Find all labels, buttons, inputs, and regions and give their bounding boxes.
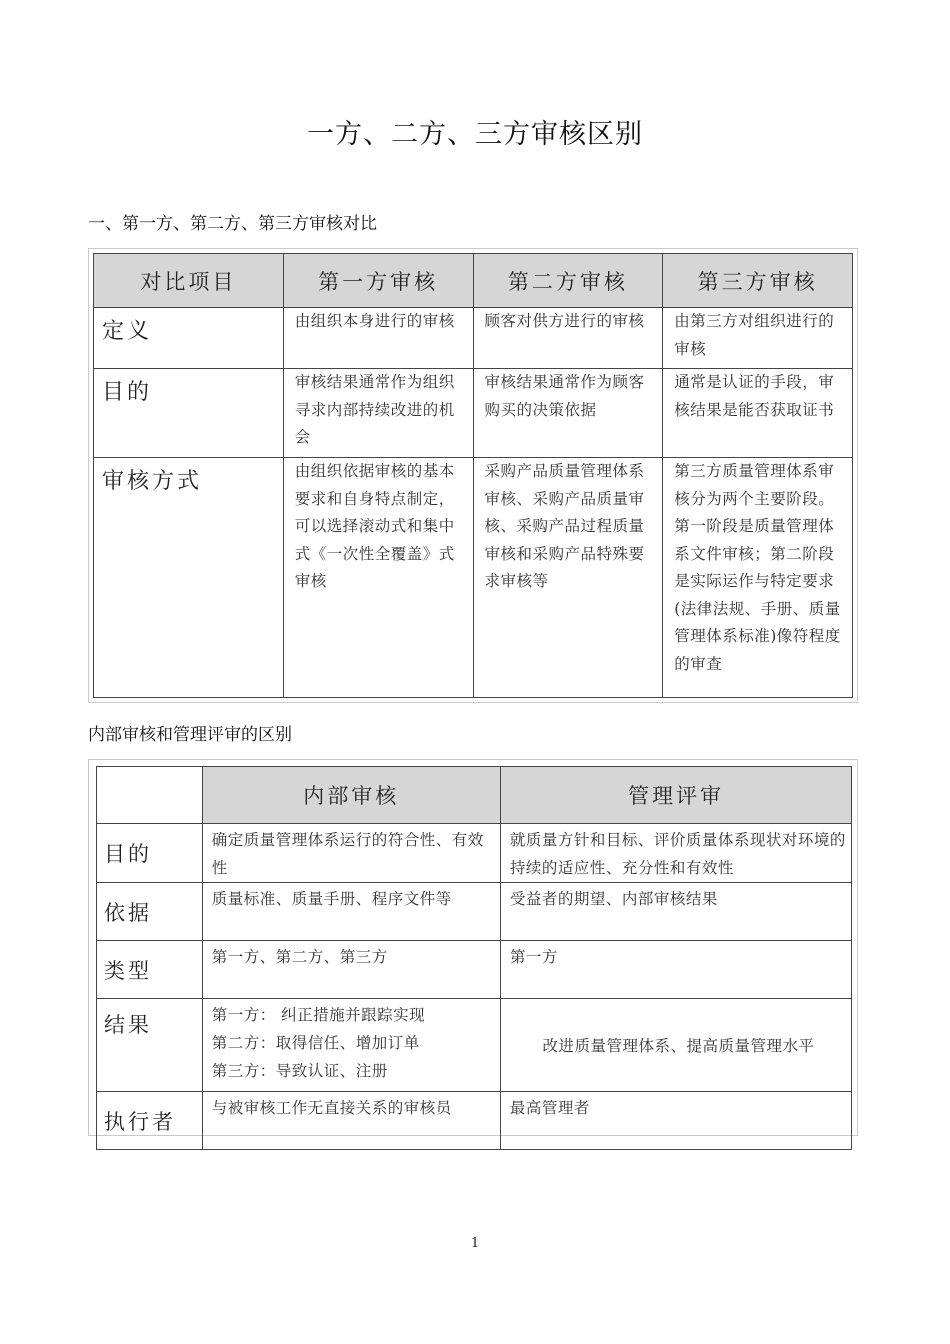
table-row-audit-method [94, 458, 853, 698]
table-cell [202, 999, 500, 1092]
row-label: 执行者 [97, 1092, 203, 1150]
header-first-party: 第一方审核 [283, 254, 473, 308]
header-third-party: 第三方审核 [663, 254, 853, 308]
table-cell: 确定质量管理体系运行的符合性、有效性 [202, 824, 500, 883]
table-frame-internal-vs-management [88, 759, 858, 1136]
result-line: 第三方：导致认证、注册 [211, 1062, 388, 1080]
table-cell: 第三方质量管理体系审核分为两个主要阶段。第一阶段是质量管理体系文件审核；第二阶段是实际运作与特定要求(法律法规、手册、质量管理体系标准)像符程度的审查 [663, 458, 853, 698]
result-line: 第二方：取得信任、增加订单 [211, 1034, 420, 1052]
header-internal-audit: 内部审核 [202, 767, 500, 824]
header-second-party: 第二方审核 [473, 254, 663, 308]
row-label: 定义 [94, 308, 284, 369]
row-label: 类型 [97, 941, 203, 999]
table-cell: 审核结果通常作为组织寻求内部持续改进的机会 [283, 369, 473, 458]
table-row-definition [94, 308, 853, 369]
table-cell: 受益者的期望、内部审核结果 [500, 883, 851, 941]
row-label: 审核方式 [94, 458, 284, 698]
table-cell: 由第三方对组织进行的审核 [663, 308, 853, 369]
table-cell: 审核结果通常作为顾客购买的决策依据 [473, 369, 663, 458]
audit-comparison-table [93, 253, 853, 698]
table-cell: 质量标准、质量手册、程序文件等 [202, 883, 500, 941]
table-row-purpose [94, 369, 853, 458]
table-cell: 第一方、第二方、第三方 [202, 941, 500, 999]
row-label: 结果 [97, 999, 203, 1092]
header-empty [97, 767, 203, 824]
table-row-result [97, 999, 852, 1092]
table-header-row [97, 767, 852, 824]
row-label: 目的 [94, 369, 284, 458]
table-cell: 通常是认证的手段，审核结果是能否获取证书 [663, 369, 853, 458]
section-heading-comparison: 一、第一方、第二方、第三方审核对比 [88, 214, 377, 234]
table-cell: 第一方 [500, 941, 851, 999]
document-title: 一方、二方、三方审核区别 [307, 119, 643, 150]
section-heading-internal-vs-management: 内部审核和管理评审的区别 [88, 725, 292, 745]
table-header-row [94, 254, 853, 308]
row-label: 依据 [97, 883, 203, 941]
table-cell: 与被审核工作无直接关系的审核员 [202, 1092, 500, 1150]
header-management-review: 管理评审 [500, 767, 851, 824]
table-cell: 由组织依据审核的基本要求和自身特点制定，可以选择滚动式和集中式《一次性全覆盖》式审核 [283, 458, 473, 698]
table-cell: 就质量方针和目标、评价质量体系现状对环境的持续的适应性、充分性和有效性 [500, 824, 851, 883]
row-label: 目的 [97, 824, 203, 883]
table-frame-audit-comparison [88, 248, 858, 703]
table-cell: 顾客对供方进行的审核 [473, 308, 663, 369]
table-row-type [97, 941, 852, 999]
table-row-basis [97, 883, 852, 941]
result-line: 第一方： 纠正措施并跟踪实现 [211, 1006, 426, 1024]
header-comparison-item: 对比项目 [94, 254, 284, 308]
page-number: 1 [470, 1236, 480, 1251]
table-row-purpose [97, 824, 852, 883]
table-cell: 最高管理者 [500, 1092, 851, 1150]
internal-vs-management-table [96, 766, 852, 1150]
table-cell: 由组织本身进行的审核 [283, 308, 473, 369]
table-cell: 采购产品质量管理体系审核、采购产品质量审核、采购产品过程质量审核和采购产品特殊要求审核等 [473, 458, 663, 698]
table-row-executor [97, 1092, 852, 1150]
table-cell: 改进质量管理体系、提高质量管理水平 [500, 999, 851, 1092]
